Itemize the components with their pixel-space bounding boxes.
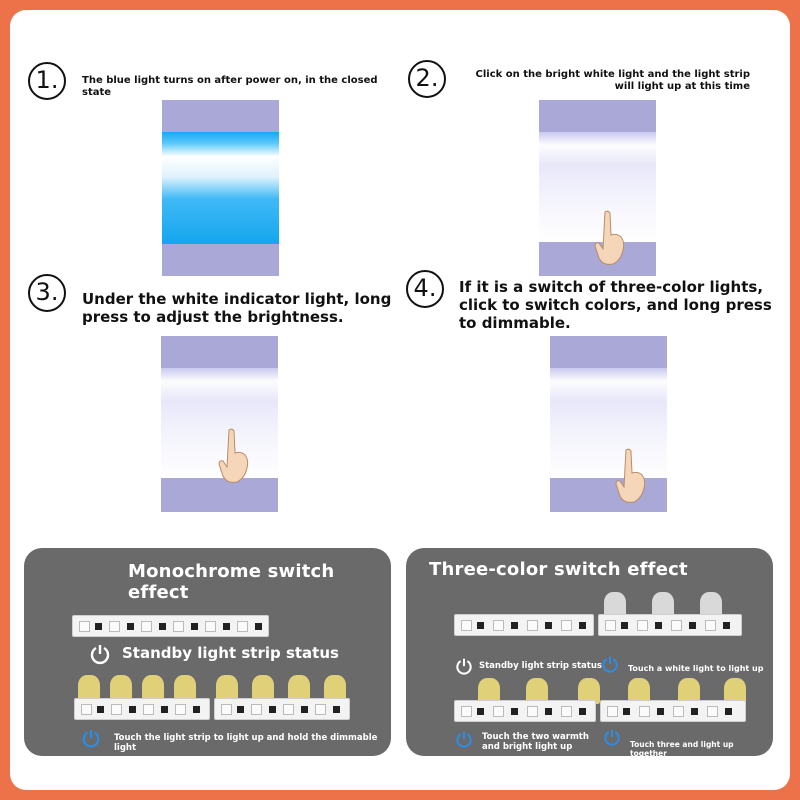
standby-light-strip [72, 615, 269, 637]
power-icon [454, 730, 474, 750]
tri-white-label: Touch a white light to light up [628, 664, 764, 673]
monochrome-title: Monochrome switch effect [128, 561, 335, 603]
step-2-caption: Click on the bright white light and the light strip will light up at this time [475, 69, 750, 92]
finger-icon [593, 210, 627, 266]
step-4-caption: If it is a switch of three-color lights, click to switch colors, and long press to dimmable. [459, 278, 772, 332]
step-1-number: 1. [28, 62, 66, 100]
tri-standby-strip [454, 614, 594, 636]
step-3-number: 3. [28, 274, 66, 312]
blue-glow-panel [162, 132, 279, 244]
step-4-number: 4. [406, 270, 444, 308]
mono-standby-label: Standby light strip status [122, 644, 339, 662]
top-band [162, 100, 279, 132]
power-icon [80, 728, 102, 750]
tri-three-strip [600, 700, 746, 722]
card [10, 10, 790, 790]
step-1-caption: The blue light turns on after power on, in the closed state [82, 75, 378, 98]
step-2-number: 2. [408, 60, 446, 98]
finger-icon [217, 428, 251, 484]
power-icon [600, 655, 620, 675]
tri-white-strip [598, 614, 742, 636]
mono-touch-label: Touch the light strip to light up and hold the dimmable light [114, 733, 378, 753]
tri-three-label: Touch three and light up together [630, 740, 734, 758]
power-icon [454, 657, 474, 677]
three-color-title: Three-color switch effect [429, 559, 688, 580]
step-3-caption: Under the white indicator light, long press to adjust the brightness. [82, 290, 392, 326]
top-band [550, 336, 667, 368]
step-1-demo-image [162, 100, 279, 276]
top-band [539, 100, 656, 132]
lit-strip-glow [76, 675, 356, 699]
power-icon [88, 643, 112, 667]
lit-light-strip-right [214, 698, 350, 720]
bottom-band [550, 478, 667, 512]
finger-icon [614, 448, 648, 504]
step-4-demo-image [550, 336, 667, 512]
tri-standby-label: Standby light strip status [479, 661, 602, 671]
step-3-demo-image [161, 336, 278, 512]
three-color-panel [406, 548, 773, 756]
tri-warm-label: Touch the two warmth and bright light up [482, 732, 589, 752]
tri-warm-strip [454, 700, 596, 722]
step-2-demo-image [539, 100, 656, 276]
monochrome-panel [24, 548, 391, 756]
top-band [161, 336, 278, 368]
lit-light-strip-left [74, 698, 210, 720]
power-icon [602, 728, 622, 748]
white-glow-panel [550, 368, 667, 478]
bottom-band [162, 244, 279, 276]
